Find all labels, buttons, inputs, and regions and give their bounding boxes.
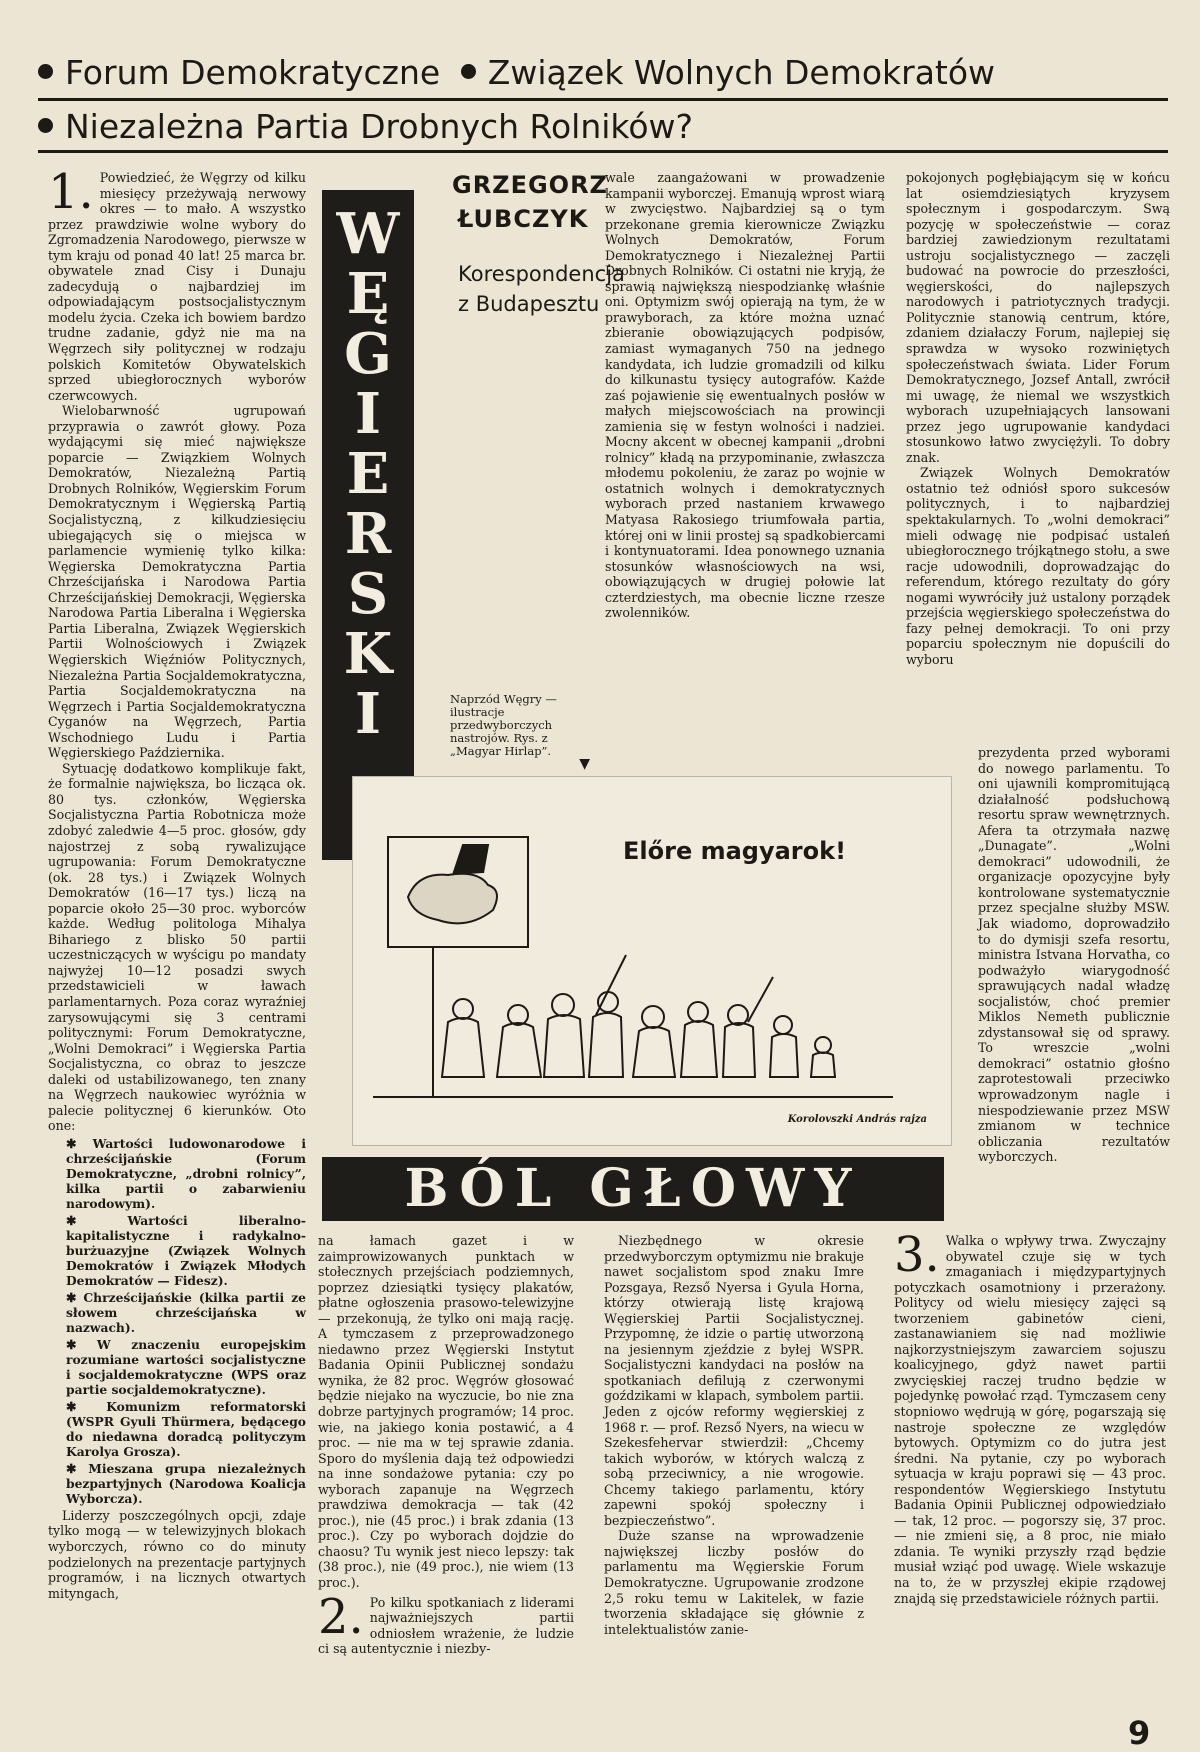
section-number: 1. [48, 164, 94, 220]
author-role: z Budapesztu [458, 292, 600, 316]
paragraph: Po kilku spotkaniach z liderami najważniejszych partii odniosłem wrażenie, że ludzie ci są autentycznie i niezby- [318, 1594, 574, 1657]
illustration-caption: Naprzód Węgry — ilustracje przedwyborczych nastrojów. Rys. z „Magyar Hirlap”. ▼ [450, 692, 590, 772]
column-3 [605, 170, 885, 621]
column-4 [906, 170, 1170, 668]
title-letter: I [354, 681, 382, 747]
bottom-column-2 [318, 1233, 574, 1657]
title-letter: I [354, 381, 382, 447]
paragraph: Liderzy poszczególnych opcji, zdaje tylko mogą — w telewizyjnych blokach wyborczych, równo co do minuty podzielonych na prezentacje partyjnych programów, i na licznych otwartych mityngach, [48, 1507, 306, 1601]
column-4-continued [978, 745, 1170, 1165]
paragraph: Związek Wolnych Demokratów ostatnio też odniósł sporo sukcesów politycznych, i to najbardziej spektakularnych. To „wolni demokraci” mieli odwagę nie podpisać ustaleń ubiegłorocznego trójkątnego stołu, a swe racje udowodnili, doprowadzając do referendum, którego rezultaty do góry nogami wywróciły już ustalony porządek przejścia węgierskiego społeczeństwa do fazy pełnej demokracji. To oni przy poparciu społecznym nie dopuścili do wyboru [906, 465, 1170, 667]
header-line-2 [38, 108, 693, 146]
title-letter: G [344, 321, 392, 387]
header-item: Forum Demokratyczne [65, 53, 441, 92]
title-letter: S [347, 561, 389, 627]
paragraph: prezydenta przed wyborami do nowego parlamentu. To oni ujawnili kompromitującą działalność podsłuchową resortu spraw wewnętrznych. Afera ta otrzymała nazwę „Dunagate”. „Wolni demokraci” udowodnili, że organizacje opozycyjne były kontrolowane systematycznie przez specjalne służby MSW. Jak wiadomo, doprowadziło to do dymisji szefa resortu, ministra Istvana Horvatha, co podważyło wiarygodność sprawujących nadal władzę socjalistów, choć premier Miklos Nemeth publicznie zdystansował się od sprawy. To wreszcie „wolni demokraci” ostatnio głośno zaprotestowali przeciwko wprowadzonym nagle i niespodziewanie przez MSW zmianom w technice obliczania rezultatów wyborczych. [978, 745, 1170, 1165]
list-item: ✱ Komunizm reformatorski (WSPR Gyuli Thürmera, będącego do niedawna doradcą polityczym Karolya Grosza). [66, 1398, 306, 1459]
cartoon-signature: Korolovszki András rajza [787, 1114, 927, 1125]
title-letter: R [344, 501, 392, 567]
figure-head [453, 999, 473, 1019]
list-item: ✱ Wartości ludowonarodowe i chrześcijańskie (Forum Demokratyczne, „drobni rolnicy”, kilka partii o zabarwieniu narodowym). [66, 1135, 306, 1211]
title-letter: Ę [346, 261, 390, 327]
title-letter: W [336, 201, 400, 267]
arrow-down-icon: ▼ [579, 756, 590, 772]
paragraph: na łamach gazet i w zaimprowizowanych punktach w stołecznych przejściach podziemnych, poprzez dziesiątki tysięcy plakatów, płatne ogłoszenia prasowo-telewizyjne — przekonują, że tylko oni mają rację. A tymczasem z przeprowadzonego niedawno przez Węgierski Instytut Badania Opinii Publicznej sondażu wynika, że 82 proc. Węgrów głosować będzie niejako na wyczucie, bo nie zna dobrze partyjnych programów; 14 proc. wie, na jakiego konia postawić, a 4 proc. — nie ma w tej sprawie zdania. Sporo do myślenia dają też odpowiedzi na inne sondażowe pytania: czy po wyborach zapanuje na Węgrzech prawdziwa demokracja — tak (42 proc.), nie (45 proc.) i brak zdania (13 proc.). Czy po wyborach dojdzie do chaosu? Tu wynik jest nieco lepszy: tak (38 proc.), nie (49 proc.), nie wiem (13 proc.). [318, 1233, 574, 1591]
header-rule [38, 98, 1168, 101]
list-item: ✱ Wartości liberalno-kapitalistyczne i radykalno-burżuazyjne (Związek Wolnych Demokratów i Związek Młodych Demokratów — Fidesz). [66, 1212, 306, 1288]
header-line-1 [38, 54, 995, 92]
paragraph: Sytuację dodatkowo komplikuje fakt, że formalnie największa, bo licząca ok. 80 tys. członków, Węgierska Socjalistyczna Partia Robotnicza może zdobyć zaledwie 4—5 proc. głosów, gdy najostrzej z sobą rywalizujące ugrupowania: Forum Demokratyczne (ok. 28 tys.) i Związek Wolnych Demokratów (16—17 tys.) liczą na poparcie około 25—30 proc. wyborców każde. Według politologa Mihalya Bihariego z blisko 50 partii uczestniczących w wyścigu po mandaty najwyżej 10—12 posadzi swych przedstawicieli w ławach parlamentarnych. Poza coraz wyraźniej zarysowującymi się 3 centrami politycznymi: Forum Demokratyczne, „Wolni Demokraci” i Węgierska Partia Socjalistyczna, co obraz to jeszcze daleki od ustabilizowanego, ten znany na Węgrzech naukowiec wyróżnia w palecie politycznej 6 kierunków. Oto one: [48, 760, 306, 1134]
author-role: Korespondencja [458, 262, 625, 286]
title-letter: E [346, 441, 390, 507]
header-rule [38, 150, 1168, 153]
paragraph: pokojonych pogłębiającym się w końcu lat osiemdziesiątych kryzysem społecznym i gospodarczym. Swą pozycję w społeczeństwie — coraz bardziej zawiedzionym rezultatami ustroju socjalistycznego — zaczęli budować na powrocie do przeszłości, węgierskości, do najlepszych narodowych i patriotycznych tradycji. Politycznie stanowią centrum, które, zdaniem działaczy Forum, najlepiej się sprawdza w wysoko rozwiniętych społeczeństwach świata. Lider Forum Demokratycznego, Jozsef Antall, zwrócił mi uwagę, że niemal we wszystkich wyborach uzupełniających lansowani przez jego ugrupowanie kandydaci stosunkowo łatwo zwyciężyli. To dobry znak. [906, 170, 1170, 465]
bullet-icon [38, 64, 53, 79]
column-1 [48, 164, 306, 1601]
paragraph: Duże szanse na wprowadzenie największej liczby posłów do parlamentu ma Węgierskie Forum Demokratyczne. Ugrupowanie zrodzone 2,5 roku temu w Lakitelek, w fazie tworzenia składające się głównie z intelektualistów zanie- [604, 1528, 864, 1637]
cartoon-headline: Előre magyarok! [623, 837, 847, 865]
author-last-name: ŁUBCZYK [458, 205, 589, 233]
bottom-column-4 [894, 1227, 1166, 1606]
header-item: Związek Wolnych Demokratów [487, 53, 996, 92]
vertical-title-bar [322, 190, 414, 860]
section-number: 3. [894, 1227, 940, 1283]
page-number: 9 [1128, 1714, 1151, 1752]
bullet-icon [38, 118, 53, 133]
section-number: 2. [318, 1588, 364, 1645]
cartoon-drawing [353, 777, 951, 1145]
paragraph: Powiedzieć, że Węgrzy od kilku miesięcy przeżywają nerwowy okres — to mało. A wszystko przez prawdziwie wolne wybory do Zgromadzenia Narodowego, pierwsze w tym kraju od ponad 40 lat! 25 marca br. obywatele znad Cisy i Dunaju zadecydują o najbardziej im odpowiadającym postsocjalistycznym modelu życia. Czeka ich bowiem bardzo trudne zadanie, gdyż nie ma na Węgrzech siły politycznej w rodzaju polskich Komitetów Obywatelskich sprzed ubiegłorocznych wyborów czerwcowych. [48, 170, 306, 403]
bullet-icon [461, 64, 476, 79]
list-item: ✱ Mieszana grupa niezależnych bezpartyjnych (Narodowa Koalicja Wyborcza). [66, 1460, 306, 1506]
list-item: ✱ W znaczeniu europejskim rozumiane wartości socjalistyczne i socjaldemokratyczne (WPS oraz partie socjaldemokratyczne). [66, 1336, 306, 1397]
paragraph: Niezbędnego w okresie przedwyborczym optymizmu nie brakuje nawet socjalistom spod znaku Imre Pozsgaya, Rezső Nyersa i Gyula Horna, którzy otwierają listę krajową Węgierskiej Partii Socjalistycznej. Przypomnę, że idzie o partię utworzoną na jesiennym zjeździe z byłej WSPR. Socjalistyczni kandydaci na posłów na spotkaniach defilują z czerwonymi goździkami w klapach, symbolem partii. Jeden z ojców reformy węgierskiej z 1968 r. — prof. Rezső Nyers, na wiecu w Szekesfehervar stwierdził: „Chcemy takich wyborów, w których walczą z sobą przeciwnicy, a nie wrogowie. Chcemy takiego parlamentu, który zapewni spokój społeczny i bezpieczeństwo”. [604, 1233, 864, 1528]
paragraph: Wielobarwność ugrupowań przyprawia o zawrót głowy. Poza wydającymi się mieć największe poparcie — Związkiem Wolnych Demokratów, Niezależną Partią Drobnych Rolników, Węgierskim Forum Demokratycznym i Węgierską Partią Socjalistyczną, z kilkudziesięciu ubiegających się o miejsca w parlamencie wymienię tylko kilka: Węgierska Demokratyczna Partia Chrześcijańska i Narodowa Partia Chrześcijańskiej Demokracji, Węgierska Narodowa Partia Liberalna i Węgierska Partia Liberalna, Związek Węgierskich Partii Wolnościowych i Związek Węgierskich Więźniów Politycznych, Niezależna Partia Socjaldemokratyczna, Partia Socjaldemokratyczna na Węgrzech i Partia Socjaldemokratyczna Cyganów na Węgrzech, Partia Wschodniego Ludu i Partia Węgierskiego Października. [48, 403, 306, 761]
paragraph: Walka o wpływy trwa. Zwyczajny obywatel czuje się w tych zmaganiach i międzypartyjnych potyczkach osamotniony i przerażony. Politycy od wielu miesięcy zajęci są tworzeniem gabinetów cieni, zastanawianiem się nad możliwie najkorzystniejszym zawarciem sojuszu koalicyjnego, gdyż nawet partii zwycięskiej raczej trudno będzie w pojedynkę powołać rząd. Tymczasem ceny stopniowo wędrują w górę, pogarszają się nastroje społeczne ze względów bytowych. Optymizm co do jutra jest średni. Na pytanie, czy po wyborach sytuacja w kraju poprawi się — 43 proc. respondentów Węgierskiego Instytutu Badania Opinii Publicznej odpowiedziało — tak, 12 proc. — pogorszy się, 37 proc. — nie zmieni się, a 8 proc, nie miało zdania. Te wyniki przyszły rząd będzie musiał wziąć pod uwagę. Wiele wskazuje na to, że w przyszłej ekipie rządowej znajdą się przedstawiciele różnych partii. [894, 1233, 1166, 1606]
header-item: Niezależna Partia Drobnych Rolników? [65, 107, 694, 146]
horizontal-title-bar: BÓL GŁOWY [322, 1157, 944, 1221]
title-letter: K [343, 621, 393, 687]
paragraph: wale zaangażowani w prowadzenie kampanii wyborczej. Emanują wprost wiarą w zwycięstwo. Najbardziej są o tym przekonane gremia kierownicze Związku Wolnych Demokratów, Forum Demokratycznego i Niezależnej Partii Drobnych Rolników. Ci ostatni nie kryją, że sprawią największą niespodziankę właśnie oni. Optymizm swój opierają na tym, że w prawyborach, za które można uznać zbieranie obowiązujących podpisów, zamiast wymaganych 750 na jednego kandydata, ich ludzie gromadzili od kilku do kilkunastu tysięcy autografów. Każde zaś pojawienie się ewentualnych posłów w małych miejscowościach na prowincji zamienia się w festyn wolności i nadziei. Mocny akcent w obecnej kampanii „drobni rolnicy” kładą na przypominanie, zwłaszcza młodemu pokoleniu, że zaraz po wojnie w ostatnich wolnych i demokratycznych wyborach przed nastaniem krwawego Matyasa Rakosiego triumfowała partia, której oni w linii prostej są spadkobiercami i kontynuatorami. Idea ponownego uznania stosunków własnościowych na wsi, obowiązujących w drugiej połowie lat czterdziestych, ma obecnie liczne rzesze zwolenników. [605, 170, 885, 621]
author-first-name: GRZEGORZ [452, 171, 608, 199]
bottom-column-3 [604, 1233, 864, 1637]
list-item: ✱ Chrześcijańskie (kilka partii ze słowem chrześcijańska w nazwach). [66, 1289, 306, 1335]
cartoon-illustration [352, 776, 952, 1146]
